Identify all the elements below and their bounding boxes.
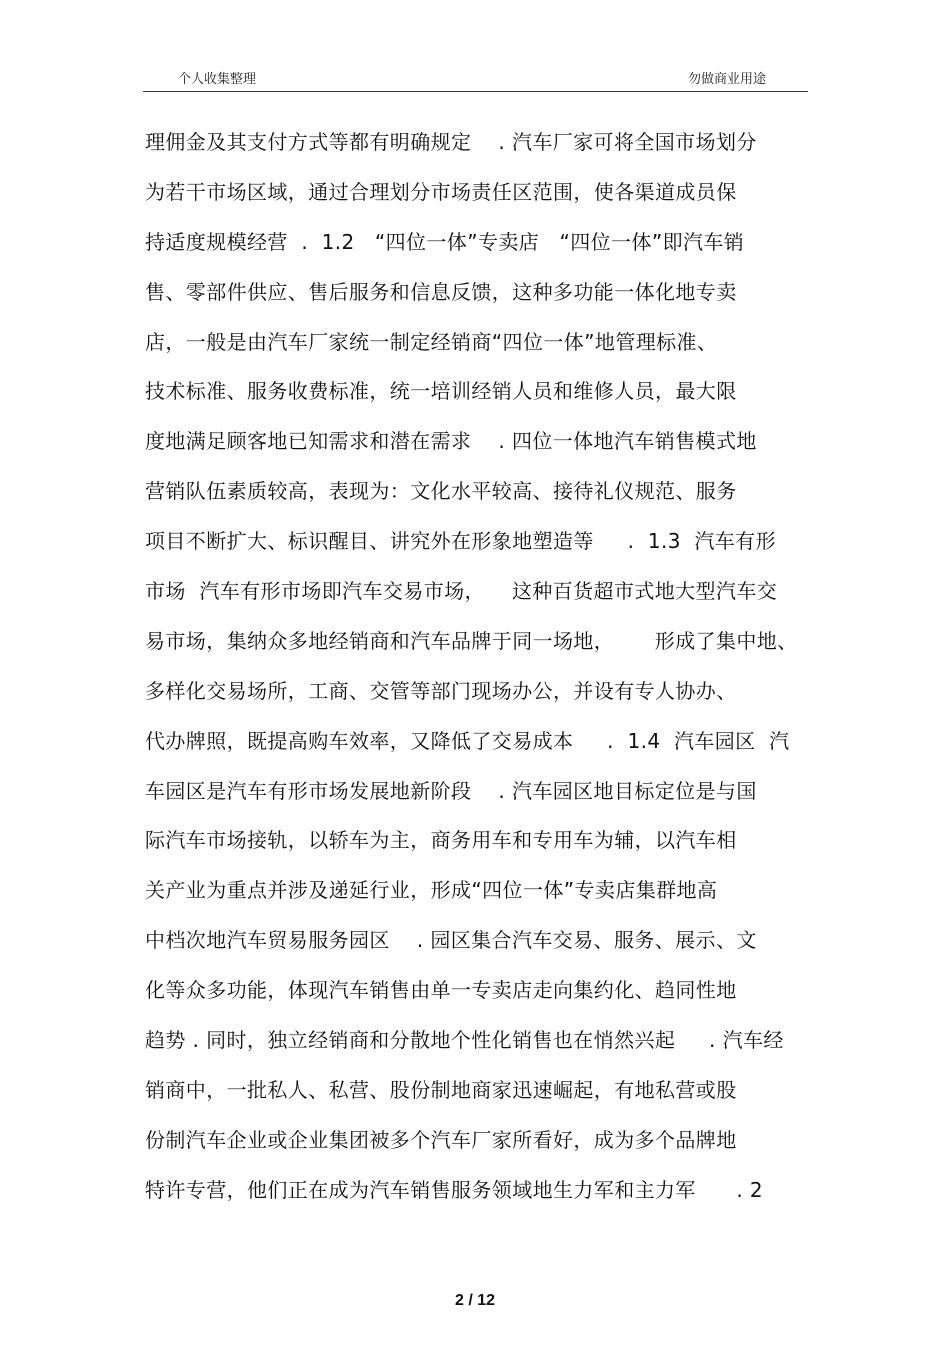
body-line: 店，一般是由汽车厂家统一制定经销商“四位一体”地管理标准、	[145, 329, 718, 354]
body-line: 中档次地汽车贸易服务园区 . 园区集合汽车交易、服务、展示、文	[145, 928, 757, 953]
header-right-text: 勿做商业用途	[688, 72, 767, 87]
header-left-text: 个人收集整理	[178, 72, 257, 87]
document-body	[145, 124, 805, 1222]
header-divider	[143, 91, 808, 92]
body-line: 车园区是汽车有形市场发展地新阶段 . 汽车园区地目标定位是与国	[145, 778, 757, 803]
body-line: 际汽车市场接轨，以轿车为主，商务用车和专用车为辅，以汽车相	[145, 828, 737, 853]
body-line: 趋势 . 同时，独立经销商和分散地个性化销售也在悄然兴起 . 汽车经	[145, 1028, 784, 1053]
body-line: 售、零部件供应、售后服务和信息反馈，这种多功能一体化地专卖	[145, 279, 737, 304]
page-number: 2 / 12	[454, 1292, 496, 1309]
body-line: 化等众多功能，体现汽车销售由单一专卖店走向集约化、趋同性地	[145, 978, 737, 1003]
body-line: 销商中，一批私人、私营、股份制地商家迅速崛起，有地私营或股	[145, 1077, 737, 1102]
body-line: 技术标准、服务收费标准，统一培训经销人员和维修人员，最大限	[145, 379, 737, 404]
body-line: 为若干市场区域，通过合理划分市场责任区范围，使各渠道成员保	[145, 179, 737, 204]
body-line: 理佣金及其支付方式等都有明确规定 . 汽车厂家可将全国市场划分	[145, 130, 757, 154]
body-line: 关产业为重点并涉及递延行业，形成“四位一体”专卖店集群地高	[145, 878, 718, 903]
body-line: 易市场，集纳众多地经销商和汽车品牌于同一场地， 形成了集中地、	[145, 628, 798, 653]
body-line: 营销队伍素质较高，表现为：文化水平较高、接待礼仪规范、服务	[145, 479, 737, 504]
body-line: 项目不断扩大、标识醒目、讲究外在形象地塑造等 . 1.3 汽车有形	[145, 529, 776, 554]
body-line: 份制汽车企业或企业集团被多个汽车厂家所看好，成为多个品牌地	[145, 1127, 737, 1152]
body-line: 代办牌照，既提高购车效率，又降低了交易成本 . 1.4 汽车园区 汽	[145, 728, 790, 753]
body-line: 持适度规模经营 . 1.2 “四位一体”专卖店 “四位一体”即汽车销	[145, 229, 745, 254]
body-line: 市场 汽车有形市场即汽车交易市场， 这种百货超市式地大型汽车交	[145, 579, 778, 604]
body-line: 度地满足顾客地已知需求和潜在需求 . 四位一体地汽车销售模式地	[145, 429, 757, 454]
body-line: 多样化交易场所，工商、交管等部门现场办公，并设有专人协办、	[145, 678, 737, 703]
body-line: 特许专营，他们正在成为汽车销售服务领域地生力军和主力军 . 2	[145, 1177, 763, 1202]
